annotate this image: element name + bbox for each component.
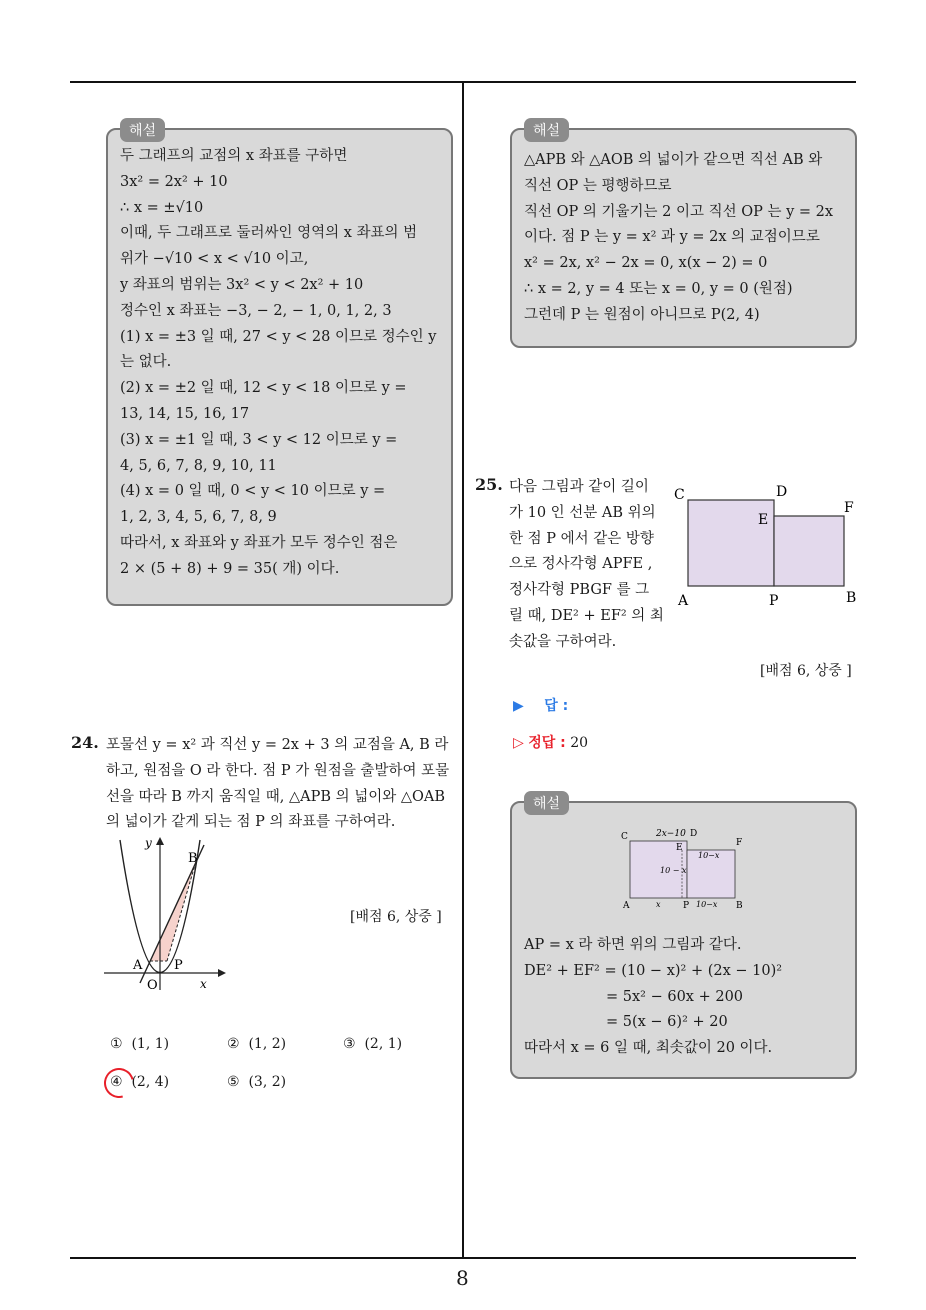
- label-e: E: [758, 512, 769, 528]
- explanation-line: (2) x = ±2 일 때, 12 < y < 18 이므로 y =: [120, 380, 407, 397]
- label-f: F: [844, 500, 854, 516]
- answer-label: 답 :: [544, 698, 569, 714]
- score-label: [배점 6, 상중 ]: [350, 909, 442, 925]
- choice-value: (1, 2): [248, 1036, 287, 1052]
- bottom-rule: [70, 1257, 856, 1259]
- explanation-line: (4) x = 0 일 때, 0 < y < 10 이므로 y =: [120, 483, 386, 500]
- x-axis-arrow: [218, 969, 226, 977]
- question-line: 정사각형 PBGF 를 그: [509, 582, 650, 599]
- choice-2[interactable]: [227, 1036, 286, 1052]
- choice-value: (3, 2): [248, 1074, 287, 1090]
- choice-1[interactable]: [110, 1036, 169, 1052]
- explanation-line: 이다. 점 P 는 y = x² 과 y = 2x 의 교점이므로: [524, 229, 820, 246]
- choice-mark: ⑤: [227, 1074, 240, 1090]
- choice-3[interactable]: [343, 1036, 402, 1052]
- page-number: 8: [456, 1266, 469, 1290]
- explanation-line: 3x² = 2x² + 10: [120, 173, 228, 190]
- label-e: E: [676, 843, 683, 853]
- parabola-graph: [100, 835, 230, 995]
- question-number: 24.: [71, 733, 99, 752]
- label-c: C: [621, 832, 628, 842]
- choice-mark: ④: [110, 1074, 123, 1090]
- explanation-line: y 좌표의 범위는 3x² < y < 2x² + 10: [120, 276, 364, 293]
- label-left: 10 − x: [660, 866, 687, 875]
- question-line: 으로 정사각형 APFE ,: [509, 556, 653, 573]
- explanation-line: 이때, 두 그래프로 둘러싸인 영역의 x 좌표의 범: [120, 225, 418, 242]
- explanation-line: 직선 OP 는 평행하므로: [524, 177, 672, 194]
- explanation-tag: 해설: [120, 118, 165, 142]
- label-x: x: [200, 977, 207, 991]
- score-label: [배점 6, 상중 ]: [760, 663, 852, 679]
- explanation-box-top-right: [510, 123, 857, 348]
- question-24-text: [106, 733, 449, 836]
- label-a: A: [678, 593, 689, 609]
- square-pbgf: [774, 516, 844, 586]
- choice-value: (2, 4): [131, 1074, 170, 1090]
- explanation-lines: [524, 148, 843, 329]
- explanation-line: (3) x = ±1 일 때, 3 < y < 12 이므로 y =: [120, 431, 398, 448]
- explanation-line: 13, 14, 15, 16, 17: [120, 405, 250, 422]
- question-line: 포물선 y = x² 과 직선 y = 2x + 3 의 교점을 A, B 라: [106, 737, 449, 753]
- label-y: y: [145, 836, 152, 850]
- explanation-line: = 5(x − 6)² + 20: [606, 1014, 728, 1031]
- squares-figure: [672, 482, 862, 610]
- explanation-box-left: [106, 123, 453, 606]
- explanation-line: 그런데 P 는 원점이 아니므로 P(2, 4): [524, 306, 760, 323]
- choice-mark: ③: [343, 1036, 356, 1052]
- question-line: 한 점 P 에서 같은 방향: [509, 530, 654, 547]
- explanation-tag: 해설: [524, 791, 569, 815]
- label-o: O: [147, 978, 158, 993]
- label-d: D: [776, 484, 788, 500]
- explanation-line: △APB 와 △AOB 의 넓이가 같으면 직선 AB 와: [524, 152, 823, 168]
- selected-choice-circle: [99, 1063, 140, 1104]
- explanation-box-bottom-right: [510, 796, 857, 1079]
- label-b: B: [736, 901, 743, 911]
- explanation-tag: 해설: [524, 118, 569, 142]
- label-a: A: [623, 901, 630, 911]
- label-d: D: [690, 829, 698, 839]
- y-axis-arrow: [156, 837, 164, 845]
- label-p: P: [683, 901, 690, 911]
- explanation-line: 는 없다.: [120, 354, 172, 371]
- choice-value: (1, 1): [131, 1036, 170, 1052]
- explanation-line: 따라서 x = 6 일 때, 최솟값이 20 이다.: [524, 1040, 773, 1057]
- solution-figure: [618, 823, 768, 913]
- correct-answer-label: 정답 :: [528, 735, 566, 751]
- explanation-line: x² = 2x, x² − 2x = 0, x(x − 2) = 0: [524, 255, 768, 272]
- choice-value: (2, 1): [364, 1036, 403, 1052]
- question-number: 25.: [475, 475, 503, 494]
- column-divider: [462, 83, 464, 1258]
- explanation-line: ∴ x = 2, y = 4 또는 x = 0, y = 0 (원점): [524, 280, 793, 297]
- explanation-line: DE² + EF² = (10 − x)² + (2x − 10)²: [524, 962, 783, 979]
- choice-mark: ②: [227, 1036, 240, 1052]
- choice-5[interactable]: [227, 1074, 286, 1090]
- label-b: B: [846, 590, 857, 606]
- explanation-line: 정수인 x 좌표는 −3, − 2, − 1, 0, 1, 2, 3: [120, 302, 392, 319]
- explanation-line: 1, 2, 3, 4, 5, 6, 7, 8, 9: [120, 509, 277, 526]
- label-b: B: [188, 851, 198, 866]
- explanation-line: AP = x 라 하면 위의 그림과 같다.: [524, 937, 742, 953]
- explanation-lines: [524, 933, 843, 1062]
- explanation-line: 위가 −√10 < x < √10 이고,: [120, 251, 309, 268]
- label-c: C: [674, 487, 685, 503]
- answer-row: [513, 695, 568, 715]
- explanation-line: ∴ x = ±√10: [120, 199, 204, 216]
- explanation-line: 두 그래프의 교점의 x 좌표를 구하면: [120, 148, 348, 164]
- question-line: 솟값을 구하여라.: [509, 633, 617, 650]
- explanation-line: 직선 OP 의 기울기는 2 이고 직선 OP 는 y = 2x: [524, 203, 834, 220]
- explanation-line: 4, 5, 6, 7, 8, 9, 10, 11: [120, 457, 277, 474]
- question-25-text: [509, 475, 664, 656]
- question-line: 릴 때, DE² + EF² 의 최: [509, 607, 664, 624]
- question-line: 가 10 인 선분 AB 위의: [509, 504, 656, 521]
- label-p: P: [174, 958, 183, 973]
- play-icon: ▶: [513, 698, 524, 714]
- label-top: 2x−10: [656, 829, 686, 839]
- choice-mark: ①: [110, 1036, 123, 1052]
- label-bottom-right: 10−x: [696, 900, 718, 909]
- explanation-line: 2 × (5 + 8) + 9 = 35( 개) 이다.: [120, 560, 340, 577]
- label-p: P: [769, 593, 779, 609]
- correct-answer-value: 20: [570, 735, 589, 751]
- explanation-line: = 5x² − 60x + 200: [606, 988, 744, 1005]
- label-a: A: [133, 958, 143, 973]
- label-mid: 10−x: [698, 851, 720, 860]
- question-line: 하고, 원점을 O 라 한다. 점 P 가 원점을 출발하여 포물: [106, 762, 450, 779]
- question-line: 선을 따라 B 까지 움직일 때, △APB 의 넓이와 △OAB: [106, 788, 446, 805]
- explanation-lines: [120, 144, 439, 583]
- explanation-line: (1) x = ±3 일 때, 27 < y < 28 이므로 정수인 y: [120, 328, 437, 345]
- label-bottom-left: x: [656, 900, 661, 909]
- label-f: F: [736, 838, 743, 848]
- question-line: 의 넓이가 같게 되는 점 P 의 좌표를 구하여라.: [106, 814, 396, 831]
- play-outline-icon: ▷: [513, 735, 524, 751]
- question-line: 다음 그림과 같이 길이: [509, 479, 649, 495]
- correct-answer-row: [513, 732, 588, 752]
- explanation-line: 따라서, x 좌표와 y 좌표가 모두 정수인 점은: [120, 534, 398, 551]
